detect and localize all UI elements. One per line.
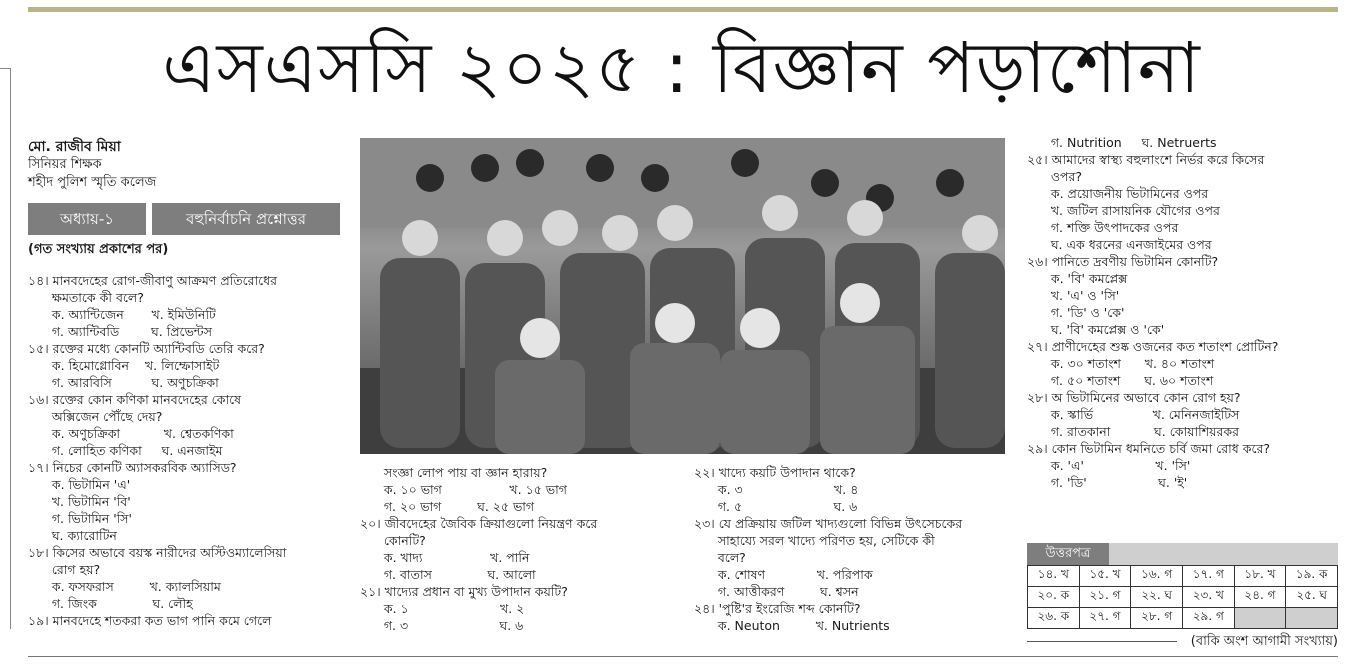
question-line: গ. ২০ ভাগ ঘ. ২৫ ভাগ [360, 499, 535, 514]
question-line: ১৬। রক্তের কোন কণিকা মানবদেহের কোষে [28, 392, 242, 407]
question-line: ২৪। 'পুষ্টি'র ইংরেজি শব্দ কোনটি? [694, 601, 861, 616]
answer-row [1028, 566, 1338, 587]
top-rule [28, 7, 1338, 12]
answer-cell: ২১. গ [1079, 587, 1131, 608]
question-line: ক. প্রয়োজনীয় ভিটামিনের ওপর [1027, 186, 1209, 201]
answer-sheet-header [1027, 543, 1338, 565]
question-line: গ. জিংক ঘ. লৌহ [28, 596, 193, 611]
chapter-label: অধ্যায়-১ [28, 203, 146, 235]
continuation-note [1027, 632, 1338, 653]
question-line: ক. ফসফরাস খ. ক্যালসিয়াম [28, 579, 221, 594]
answer-cell: ২৪. গ [1234, 587, 1286, 608]
question-line: গ. ৫ ঘ. ৬ [694, 499, 858, 514]
question-line: ২২। খাদ্যে কয়টি উপাদান থাকে? [694, 465, 856, 480]
question-column-3 [694, 464, 962, 634]
question-line: ওপর? [1027, 169, 1083, 184]
question-line: খ. ভিটামিন 'বি' [28, 494, 131, 509]
question-line: ক. হিমোগ্লোবিন খ. লিম্ফোসাইট [28, 358, 220, 373]
author-block [28, 138, 156, 192]
page-headline: এসএসসি ২০২৫ : বিজ্ঞান পড়াশোনা [162, 27, 1201, 109]
question-line: গ. 'ডি' ঘ. 'ই' [1027, 475, 1188, 490]
question-line: গ. বাতাস ঘ. আলো [360, 567, 536, 582]
answer-sheet-title: উত্তরপত্র [1027, 543, 1109, 565]
answer-cell: ২৬. ক [1028, 608, 1080, 629]
question-column-2 [360, 464, 597, 634]
group-photo-illustration [360, 138, 1005, 454]
question-line: ক. Neuton খ. Nutrients [694, 618, 890, 633]
question-line: ঘ. ক্যারোটিন [28, 528, 117, 543]
answer-cell: ২৭. গ [1079, 608, 1131, 629]
question-line: ২০। জীবদেহের জৈবিক ক্রিয়াগুলো নিয়ন্ত্রণ করে [360, 516, 598, 531]
question-line: ক. ৩০ শতাংশ খ. ৪০ শতাংশ [1027, 356, 1215, 371]
answer-cell-empty [1234, 608, 1286, 629]
answer-cell: ২৩. খ [1182, 587, 1234, 608]
question-line: ক্ষমতাকে কী বলে? [28, 290, 144, 305]
question-line: ঘ. 'বি' কমপ্লেক্স ও 'কে' [1027, 322, 1165, 337]
question-line: ক. 'বি' কমপ্লেক্স [1027, 271, 1128, 286]
author-designation: সিনিয়র শিক্ষক [28, 157, 102, 172]
answer-cell-empty [1286, 608, 1338, 629]
question-line: ঘ. এক ধরনের এনজাইমের ওপর [1027, 237, 1212, 252]
question-line: গ. ভিটামিন 'সি' [28, 511, 132, 526]
question-line: ১৭। নিচের কোনটি অ্যাসকরবিক অ্যাসিড? [28, 460, 237, 475]
bottom-rule [28, 656, 1338, 657]
continuation-text: (বাকি অংশ আগামী সংখ্যায়) [1190, 634, 1338, 649]
question-line: গ. 'ডি' ও 'কে' [1027, 305, 1125, 320]
question-line: ২৭। প্রাণীদেহের শুষ্ক ওজনের কত শতাংশ প্রোটিন? [1027, 339, 1279, 354]
question-line: গ. লোহিত কণিকা ঘ. এনজাইম [28, 443, 223, 458]
question-line: ১৪। মানবদেহের রোগ-জীবাণু আক্রমণ প্রতিরোধের [28, 273, 278, 288]
answer-cell: ১৪. খ [1028, 566, 1080, 587]
question-line: ২৮। অ ভিটামিনের অভাবে কোন রোগ হয়? [1027, 390, 1241, 405]
question-line: ক. ১০ ভাগ খ. ১৫ ভাগ [360, 482, 567, 497]
question-line: ক. অণুচক্রিকা খ. শ্বেতকণিকা [28, 426, 234, 441]
previous-issue-note: (গত সংখ্যায় প্রকাশের পর) [28, 242, 169, 257]
question-line: গ. শক্তি উৎপাদকের ওপর [1027, 220, 1179, 235]
question-line: গ. Nutrition ঘ. Netruerts [1027, 135, 1217, 150]
question-line: ক. ১ খ. ২ [360, 601, 525, 616]
question-line: গ. রাতকানা ঘ. কোয়াশিয়রকর [1027, 424, 1239, 439]
question-line: ক. ৩ খ. ৪ [694, 482, 859, 497]
question-line: ১৮। কিসের অভাবে বয়স্ক নারীদের অস্টিওম্যালেসিয়া [28, 545, 287, 560]
question-line: ২৬। পানিতে দ্রবণীয় ভিটামিন কোনটি? [1027, 254, 1219, 269]
question-line: ক. শোষণ খ. পরিপাক [694, 567, 873, 582]
left-column-divider [0, 68, 11, 629]
footnote-rule [1027, 641, 1177, 642]
author-name: মো. রাজীব মিয়া [28, 139, 121, 155]
question-line: কোনটি? [360, 533, 426, 548]
answer-cell: ১৯. ক [1286, 566, 1338, 587]
question-line: ক. ভিটামিন 'এ' [28, 477, 131, 492]
question-line: গ. আত্তীকরণ ঘ. শ্বসন [694, 584, 859, 599]
chapter-title: বহুনির্বাচনি প্রশ্নোত্তর [152, 203, 340, 235]
question-line: ২৫। আমাদের স্বাস্থ্য বহুলাংশে নির্ভর করে কিসের [1027, 152, 1265, 167]
question-line: ১৫। রক্তের মধ্যে কোনটি অ্যান্টিবডি তেরি করে? [28, 341, 265, 356]
answer-sheet [1027, 543, 1338, 629]
author-institution: শহীদ পুলিশ স্মৃতি কলেজ [28, 175, 157, 190]
answer-row [1028, 608, 1338, 629]
question-line: ক. স্কার্ভি খ. মেনিনজাইটিস [1027, 407, 1240, 422]
answer-cell: ২৮. গ [1131, 608, 1183, 629]
question-line: সাহায্যে সরল খাদ্যে পরিণত হয়, সেটিকে কী [694, 533, 935, 548]
question-line: ক. 'এ' খ. 'সি' [1027, 458, 1191, 473]
answer-cell: ১৬. গ [1131, 566, 1183, 587]
question-line: ২৩। যে প্রক্রিয়ায় জটিল খাদ্যগুলো বিভিন্ন উৎসেচকের [694, 516, 963, 531]
answer-cell: ২৯. গ [1182, 608, 1234, 629]
chapter-bar [28, 203, 340, 235]
answer-cell: ১৮. খ [1234, 566, 1286, 587]
question-line: গ. আরবিসি ঘ. অণুচক্রিকা [28, 375, 219, 390]
answer-cell: ১৫. খ [1079, 566, 1131, 587]
group-photo-students [360, 138, 1005, 454]
question-line: ২৯। কোন ভিটামিন ধমনিতে চর্বি জমা রোধ করে? [1027, 441, 1270, 456]
question-line: ক. অ্যান্টিজেন খ. ইমিউনিটি [28, 307, 216, 322]
question-line: ক. খাদ্য খ. পানি [360, 550, 530, 565]
answer-table [1027, 565, 1338, 629]
question-line: ২১। খাদ্যের প্রধান বা মুখ্য উপাদান কয়টি? [360, 584, 568, 599]
question-column-1 [28, 272, 286, 629]
question-line: বলে? [694, 550, 746, 565]
question-line: গ. অ্যান্টিবডি ঘ. প্রিভেন্টস [28, 324, 212, 339]
answer-cell: ২৫. ঘ [1286, 587, 1338, 608]
question-line: গ. ৩ ঘ. ৬ [360, 618, 524, 633]
question-line: গ. ৫০ শতাংশ ঘ. ৬০ শতাংশ [1027, 373, 1214, 388]
question-column-4 [1027, 134, 1278, 491]
answer-cell: ১৭. গ [1182, 566, 1234, 587]
question-line: খ. 'এ' ও 'সি' [1027, 288, 1120, 303]
answer-cell: ২০. ক [1028, 587, 1080, 608]
question-line: অক্সিজেন পৌঁছে দেয়? [28, 409, 163, 424]
question-line: সংজ্ঞা লোপ পায় বা জ্ঞান হারায়? [360, 465, 548, 480]
question-line: খ. জটিল রাসায়নিক যৌগের ওপর [1027, 203, 1220, 218]
answer-row [1028, 587, 1338, 608]
answer-cell: ২২. ঘ [1131, 587, 1183, 608]
question-line: রোগ হয়? [28, 562, 101, 577]
question-line: ১৯। মানবদেহে শতকরা কত ভাগ পানি কমে গেলে [28, 613, 272, 628]
